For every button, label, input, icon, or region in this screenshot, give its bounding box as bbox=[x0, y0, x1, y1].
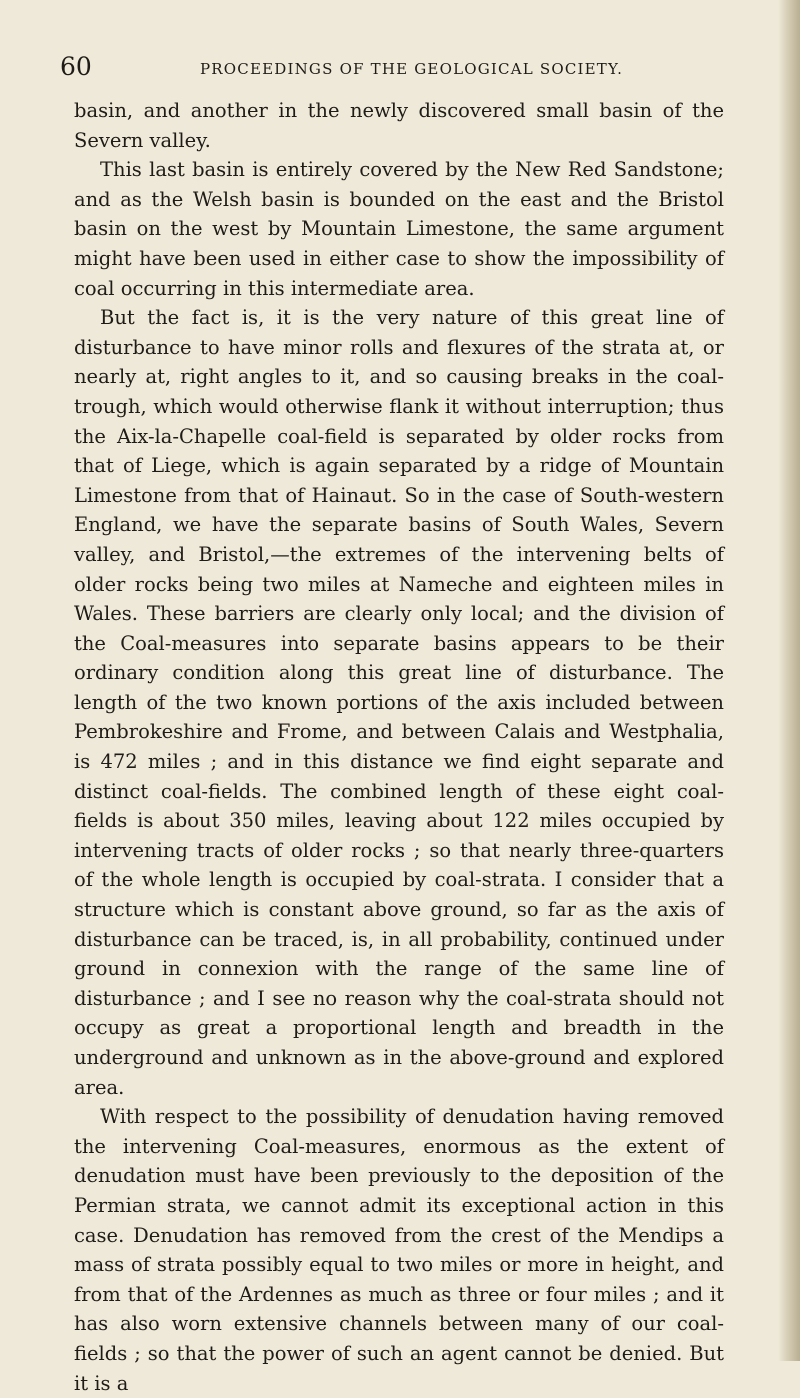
paragraph: This last basin is entirely covered by the New Red Sandstone; and as the Welsh basin is bounded on the east and the Bristol basin on the west by Mountain Limestone, the same argument might have been used in either case to show the impossibility of coal occurring in this intermediate area. bbox=[74, 158, 724, 300]
paragraph: But the fact is, it is the very nature of this great line of disturbance to have minor rolls and flexures of the strata at, or nearly at, right angles to it, and so causing breaks in the coal-trough, which would otherwise flank it without interruption; thus the Aix-la-Chapelle coal-field is separated by older rocks from that of Liege, which is again separated by a ridge of Mountain Limestone from that of Hainaut. So in the case of South-western England, we have the separate basins of South Wales, Severn valley, and Bristol,—the extremes of the intervening belts of older rocks being two miles at Nameche and eighteen miles in Wales. These barriers are clearly only local; and the division of the Coal-measures into separate basins appears to be their ordinary condition along this great line of disturbance. The length of the two known portions of the axis included between Pembrokeshire and Frome, and between Calais and Westphalia, is 472 miles ; and in this distance we find eight separate and distinct coal-fields. The combined length of these eight coal-fields is about 350 miles, leaving about 122 miles occupied by intervening tracts of older rocks ; so that nearly three-quarters of the whole length is occupied by coal-strata. I consider that a structure which is constant above ground, so far as the axis of disturbance can be traced, is, in all probability, continued under ground in connexion with the range of the same line of disturbance ; and I see no reason why the coal-strata should not occupy as great a proportional length and breadth in the underground and unknown as in the above-ground and explored area. bbox=[74, 306, 724, 1099]
page-edge-shadow bbox=[778, 0, 800, 1361]
body-text bbox=[74, 96, 724, 1398]
page-header bbox=[60, 52, 760, 82]
page-number: 60 bbox=[60, 52, 92, 81]
paragraph-continued: basin, and another in the newly discovered small basin of the Severn valley. bbox=[74, 99, 724, 152]
running-title: PROCEEDINGS OF THE GEOLOGICAL SOCIETY. bbox=[200, 60, 624, 78]
paragraph: With respect to the possibility of denudation having removed the intervening Coal-measures, enormous as the extent of denudation must have been previously to the deposition of the Permian strata, we cannot admit its exceptional action in this case. Denudation has removed from the crest of the Mendips a mass of strata possibly equal to two miles or more in height, and from that of the Ardennes as much as three or four miles ; and it has also worn extensive channels between many of our coal-fields ; so that the power of such an agent cannot be denied. But it is a bbox=[74, 1105, 724, 1395]
